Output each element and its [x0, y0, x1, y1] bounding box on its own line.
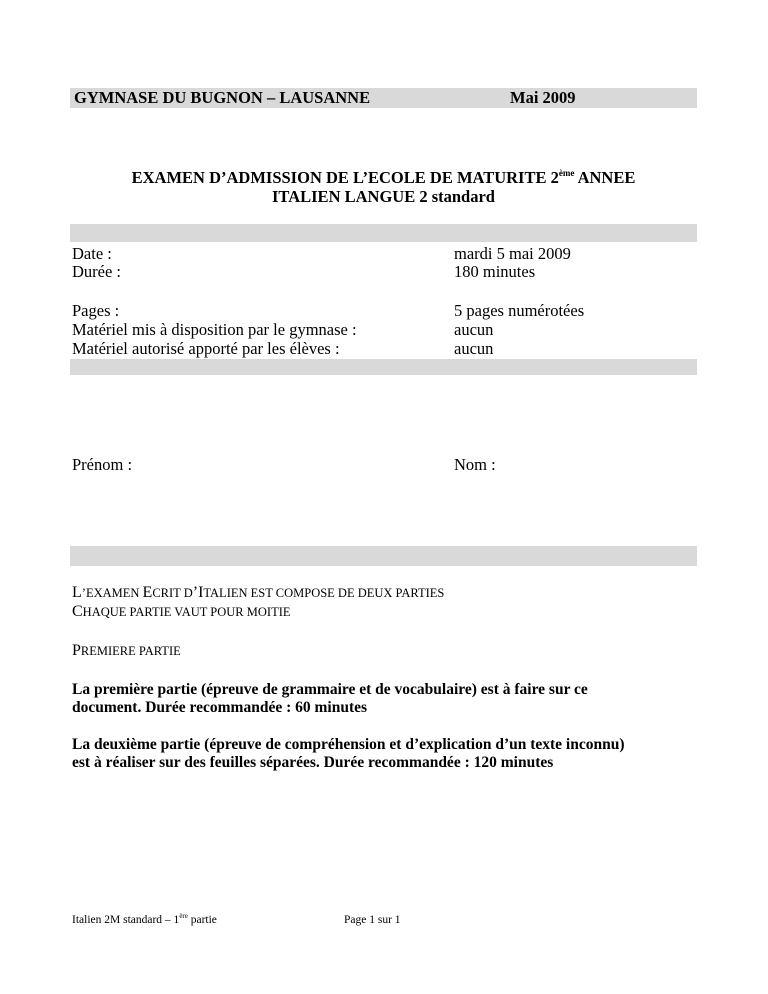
material-allowed-label: Matériel autorisé apporté par les élèves : [72, 339, 340, 358]
part1-text-line1: La première partie (épreuve de grammaire et de vocabulaire) est à faire sur ce [72, 681, 588, 698]
pages-value: 5 pages numérotées [454, 301, 585, 320]
instr2-small-1: HAQUE PARTIE VAUT POUR MOITIE [82, 605, 291, 619]
part2-text-line1: La deuxième partie (épreuve de compréhension et d’explication d’un texte inconnu) [72, 736, 625, 753]
instr1-cap-1: L [72, 584, 82, 601]
instruction-line-2 [72, 603, 291, 621]
footer-superscript: ère [179, 912, 188, 920]
info-top-bar [70, 224, 697, 242]
lastname-label: Nom : [454, 455, 496, 474]
duration-label: Durée : [72, 262, 122, 281]
instr1-small-2: CRIT D [152, 586, 193, 600]
heading-cap: P [72, 642, 81, 659]
footer-page-number: Page 1 sur 1 [344, 914, 401, 926]
info-bottom-bar [70, 359, 697, 375]
title-text-2: ANNEE [574, 168, 636, 187]
instr1-cap-3: ’I [192, 584, 204, 601]
title-text-1: EXAMEN D’ADMISSION DE L’ECOLE DE MATURITE 2 [131, 168, 559, 187]
footer-left [72, 914, 217, 926]
material-allowed-value: aucun [454, 339, 494, 358]
part1-text-line2: document. Durée recommandée : 60 minutes [72, 699, 368, 716]
header-date: Mai 2009 [510, 88, 576, 107]
instr1-small-3: TALIEN EST COMPOSE DE DEUX PARTIES [203, 586, 445, 600]
material-provided-value: aucun [454, 320, 494, 339]
pages-label: Pages : [72, 301, 120, 320]
duration-value: 180 minutes [454, 262, 536, 281]
heading-small: REMIERE PARTIE [80, 644, 181, 658]
material-provided-label: Matériel mis à disposition par le gymnase : [72, 320, 357, 339]
title-superscript: ème [558, 168, 575, 178]
instr1-small-1: ’EXAMEN [81, 586, 143, 600]
school-name: GYMNASE DU BUGNON – LAUSANNE [74, 88, 371, 107]
exam-title-line1 [70, 168, 697, 188]
student-bottom-bar [70, 546, 697, 566]
instruction-line-1 [72, 584, 444, 602]
date-label: Date : [72, 244, 112, 263]
part-heading [72, 642, 181, 660]
part2-text-line2: est à réaliser sur des feuilles séparées. Durée recommandée : 120 minutes [72, 754, 554, 771]
firstname-label: Prénom : [72, 455, 133, 474]
exam-title-line2: ITALIEN LANGUE 2 standard [272, 187, 495, 206]
footer-text-2: partie [187, 914, 217, 926]
instr2-cap-1: C [72, 603, 83, 620]
date-value: mardi 5 mai 2009 [454, 244, 571, 263]
footer-text-1: Italien 2M standard – 1 [72, 914, 180, 926]
instr1-cap-2: E [142, 584, 153, 601]
